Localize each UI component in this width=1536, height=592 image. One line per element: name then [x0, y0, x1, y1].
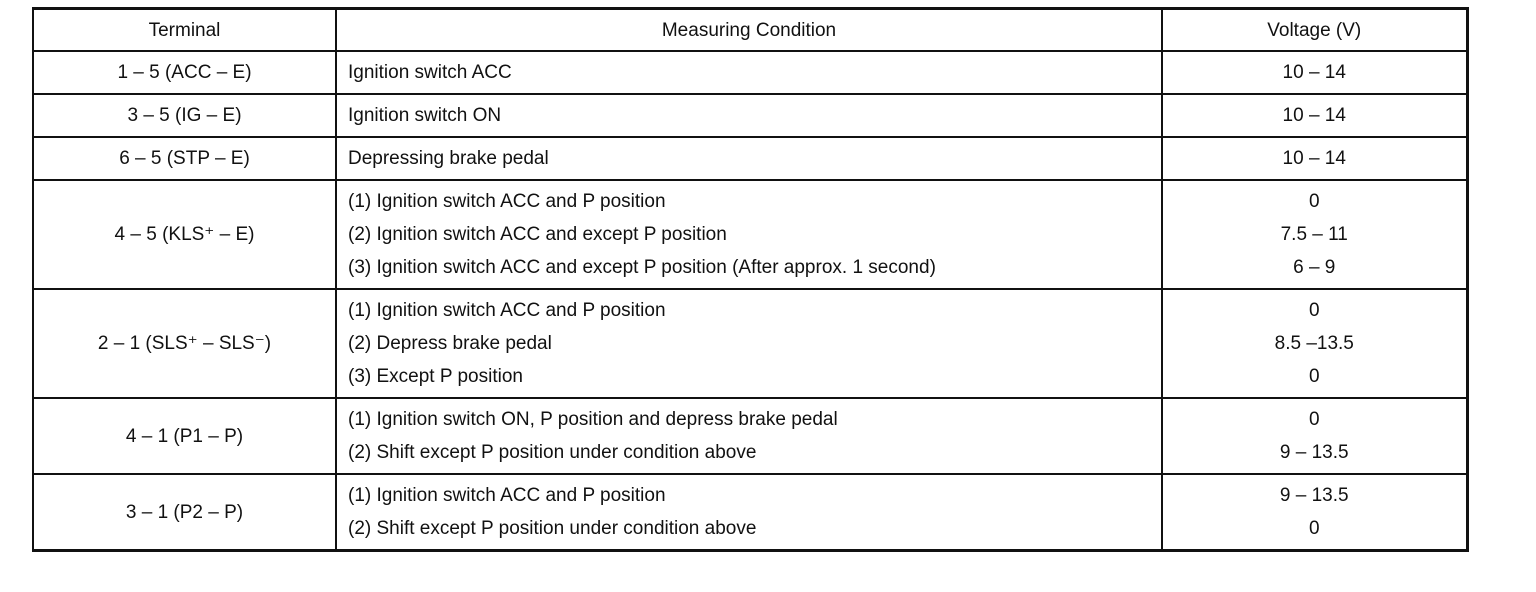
measuring-condition-cell [336, 137, 1162, 180]
voltage-cell [1162, 180, 1467, 289]
condition-text: (2) Shift except P position under condition above [348, 518, 757, 539]
measuring-condition-cell [336, 398, 1162, 474]
voltage-value: 8.5 –13.5 [1274, 333, 1354, 354]
condition-text: (2) Shift except P position under condition above [348, 442, 757, 463]
condition-text: (1) Ignition switch ON, P position and depress brake pedal [348, 409, 838, 430]
table-row [33, 180, 1467, 289]
voltage-cell [1162, 398, 1467, 474]
voltage-value: 6 – 9 [1293, 257, 1336, 278]
voltage-cell [1162, 94, 1467, 137]
voltage-value: 0 [1308, 366, 1320, 387]
table-row [33, 137, 1467, 180]
measuring-condition-cell [336, 180, 1162, 289]
condition-text: (3) Except P position [348, 366, 523, 387]
terminal-cell: 2 – 1 (SLS⁺ – SLS⁻) [33, 289, 336, 398]
voltage-value: 0 [1308, 409, 1320, 430]
voltage-value: 0 [1308, 300, 1320, 321]
measuring-condition-cell [336, 51, 1162, 94]
condition-text: Ignition switch ON [348, 105, 502, 126]
terminal-cell: 3 – 1 (P2 – P) [33, 474, 336, 551]
condition-text: (3) Ignition switch ACC and except P position (After approx. 1 second) [348, 257, 936, 278]
terminal-cell: 4 – 5 (KLS⁺ – E) [33, 180, 336, 289]
voltage-value: 0 [1308, 518, 1320, 539]
condition-text: (2) Ignition switch ACC and except P position [348, 224, 727, 245]
condition-text: (2) Depress brake pedal [348, 333, 552, 354]
condition-text: Ignition switch ACC [348, 62, 512, 83]
table-row [33, 289, 1467, 398]
table-row [33, 474, 1467, 551]
voltage-value: 7.5 – 11 [1280, 224, 1348, 245]
measuring-condition-cell [336, 474, 1162, 551]
voltage-value: 0 [1308, 191, 1320, 212]
voltage-cell [1162, 289, 1467, 398]
voltage-value: 9 – 13.5 [1279, 442, 1349, 463]
table-row [33, 51, 1467, 94]
terminal-voltage-table [32, 7, 1469, 552]
voltage-value: 10 – 14 [1282, 148, 1346, 169]
voltage-cell [1162, 137, 1467, 180]
condition-text: Depressing brake pedal [348, 148, 549, 169]
table-row [33, 94, 1467, 137]
terminal-cell: 3 – 5 (IG – E) [33, 94, 336, 137]
voltage-cell [1162, 474, 1467, 551]
terminal-cell: 6 – 5 (STP – E) [33, 137, 336, 180]
header-terminal: Terminal [33, 9, 336, 52]
table-body [33, 51, 1467, 551]
header-measuring-condition: Measuring Condition [336, 9, 1162, 52]
voltage-value: 9 – 13.5 [1279, 485, 1349, 506]
voltage-cell [1162, 51, 1467, 94]
condition-text: (1) Ignition switch ACC and P position [348, 300, 666, 321]
terminal-cell: 4 – 1 (P1 – P) [33, 398, 336, 474]
measuring-condition-cell [336, 289, 1162, 398]
terminal-cell: 1 – 5 (ACC – E) [33, 51, 336, 94]
measuring-condition-cell [336, 94, 1162, 137]
voltage-value: 10 – 14 [1282, 105, 1346, 126]
condition-text: (1) Ignition switch ACC and P position [348, 485, 666, 506]
header-voltage: Voltage (V) [1162, 9, 1467, 52]
voltage-value: 10 – 14 [1282, 62, 1346, 83]
header-row [33, 9, 1467, 52]
table-row [33, 398, 1467, 474]
condition-text: (1) Ignition switch ACC and P position [348, 191, 666, 212]
